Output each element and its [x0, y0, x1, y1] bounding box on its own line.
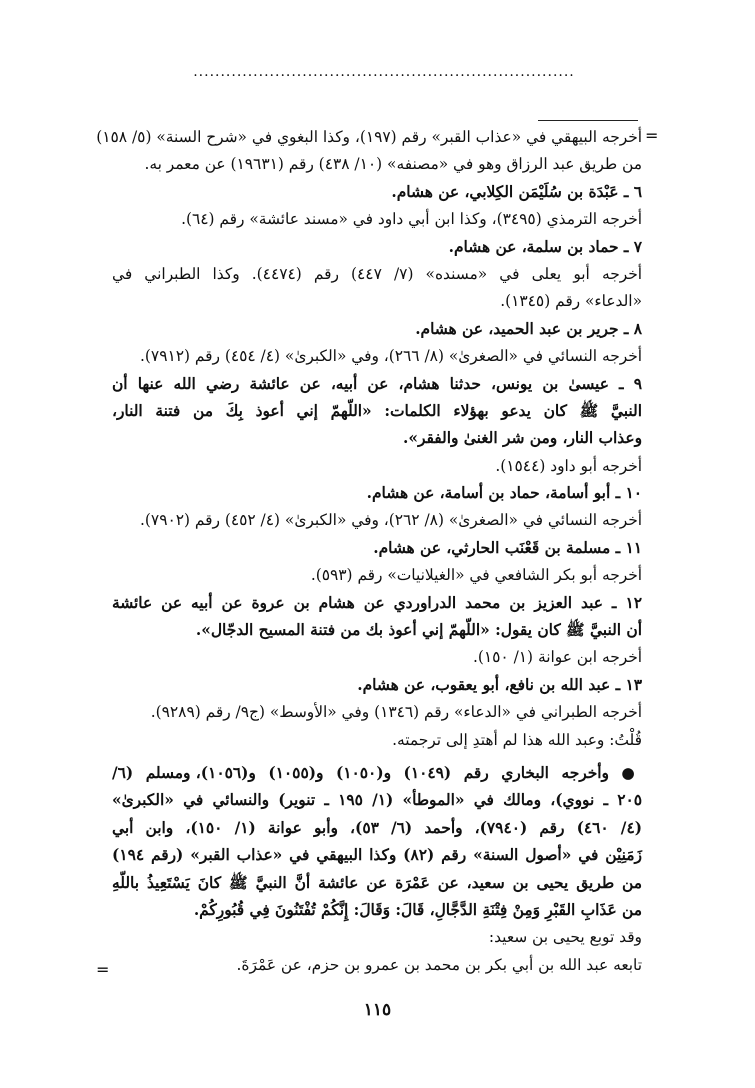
text-line: ٩ ـ عيسىٰ بن يونس، حدثنا هشام، عن أبيه، عن عائشة رضي الله عنها أن	[112, 374, 642, 393]
continuation-marker-bottom: =	[96, 960, 110, 979]
text-line: ١٠ ـ أبو أسامة، حماد بن أسامة، عن هشام.	[366, 484, 642, 503]
header-dotted-rule: ......................................................................	[193, 64, 575, 80]
text-line: أخرجه أبو بكر الشافعي في «الغيلانيات» رقم (٥٩٣).	[310, 566, 642, 585]
continuation-marker-top: =	[645, 126, 659, 145]
page-number: ١١٥	[363, 1000, 392, 1020]
text-line: ٦ ـ عَبْدَة بن سُلَيْمَن الكِلابي، عن هشام.	[391, 182, 642, 201]
text-line: ٧ ـ حماد بن سلمة، عن هشام.	[448, 237, 642, 256]
text-line: وعذاب النار، ومن شر الغنىٰ والفقر».	[402, 429, 642, 448]
text-line: من طريق يحيى بن سعيد، عن عَمْرَة عن عائشة أنَّ النبيَّ ﷺ كانَ يَسْتَعِيذُ باللّهِ	[112, 873, 642, 892]
text-line: ١١ ـ مسلمة بن قَعْنَب الحارثي، عن هشام.	[373, 538, 642, 557]
footnote-text	[96, 124, 643, 979]
footnote-separator	[538, 120, 638, 121]
text-line: أن النبيَّ ﷺ كان يقول: «اللّهمّ إني أعوذ بك من فتنة المسيح الدجّال».	[195, 621, 642, 640]
text-line: ٢٠٥ ـ نووي)، ومالك في «الموطأ» (١/ ١٩٥ ـ تنوير) والنسائي في «الكبرىٰ»	[112, 791, 642, 810]
text-line: ١٣ ـ عبد الله بن نافع، أبو يعقوب، عن هشام.	[357, 675, 642, 694]
text-line: تابعه عبد الله بن أبي بكر بن محمد بن عمرو بن حزم، عن عَمْرَةَ.	[236, 955, 642, 974]
text-line: وقد توبع يحيى بن سعيد:	[488, 928, 642, 947]
text-line: من طريق عبد الرزاق وهو في «مصنفه» (١٠/ ٤٣٨) رقم (١٩٦٣١) عن معمر به.	[144, 155, 642, 174]
text-line: أخرجه أبو يعلى في «مسنده» (٧/ ٤٤٧) رقم (٤٤٧٤). وكذا الطبراني في	[112, 264, 642, 283]
text-line: أخرجه الترمذي (٣٤٩٥)، وكذا ابن أبي داود في «مسند عائشة» رقم (٦٤).	[181, 210, 642, 229]
text-line: (٤/ ٤٦٠) رقم (٧٩٤٠)، وأحمد (٦/ ٥٣)، وأبو عوانة (١/ ١٥٠)، وابن أبي	[112, 818, 643, 837]
text-line: قُلْتُ: وعبد الله هذا لم أهتدِ إلى ترجمته.	[392, 730, 642, 749]
text-line: أخرجه ابن عوانة (١/ ١٥٠).	[472, 648, 642, 667]
text-line: ● وأخرجه البخاري رقم (١٠٤٩) و(١٠٥٠) و(١٠٥٥) و(١٠٥٦)، ومسلم (٦/	[112, 763, 643, 782]
text-line: أخرجه أبو داود (١٥٤٤).	[495, 456, 642, 475]
text-line: ١٢ ـ عبد العزيز بن محمد الدراوردي عن هشام بن عروة عن أبيه عن عائشة	[112, 593, 642, 612]
text-line: ٨ ـ جرير بن عبد الحميد، عن هشام.	[415, 319, 642, 338]
text-line: «الدعاء» رقم (١٣٤٥).	[500, 292, 642, 311]
text-line: أخرجه البيهقي في «عذاب القبر» رقم (١٩٧)، وكذا البغوي في «شرح السنة» (٥/ ١٥٨)	[96, 128, 642, 146]
text-line: زَمَنِيْن في «أصول السنة» رقم (٨٢) وكذا البيهقي في «عذاب القبر» (رقم ١٩٤)	[112, 846, 642, 865]
text-line: أخرجه الطبراني في «الدعاء» رقم (١٣٤٦) وفي «الأوسط» (ج٩/ رقم (٩٢٨٩).	[150, 703, 642, 722]
text-line: أخرجه النسائي في «الصغرىٰ» (٨/ ٢٦٢)، وفي «الكبرىٰ» (٤/ ٤٥٢) رقم (٧٩٠٢).	[140, 511, 642, 530]
text-line: النبيَّ ﷺ كان يدعو بهؤلاء الكلمات: «اللّهمّ إني أعوذ بِكَ من فتنة النار،	[112, 401, 642, 420]
text-line: أخرجه النسائي في «الصغرىٰ» (٨/ ٢٦٦)، وفي «الكبرىٰ» (٤/ ٤٥٤) رقم (٧٩١٢).	[140, 347, 642, 366]
text-line: من عَذَابِ القَبْرِ وَمِنْ فِتْنَةِ الدَّجَّالِ، قَالَ: وَقَالَ: إِنَّكُمْ تُفْتَنُونَ فِي قُبُورِكُمْ.	[193, 900, 642, 919]
